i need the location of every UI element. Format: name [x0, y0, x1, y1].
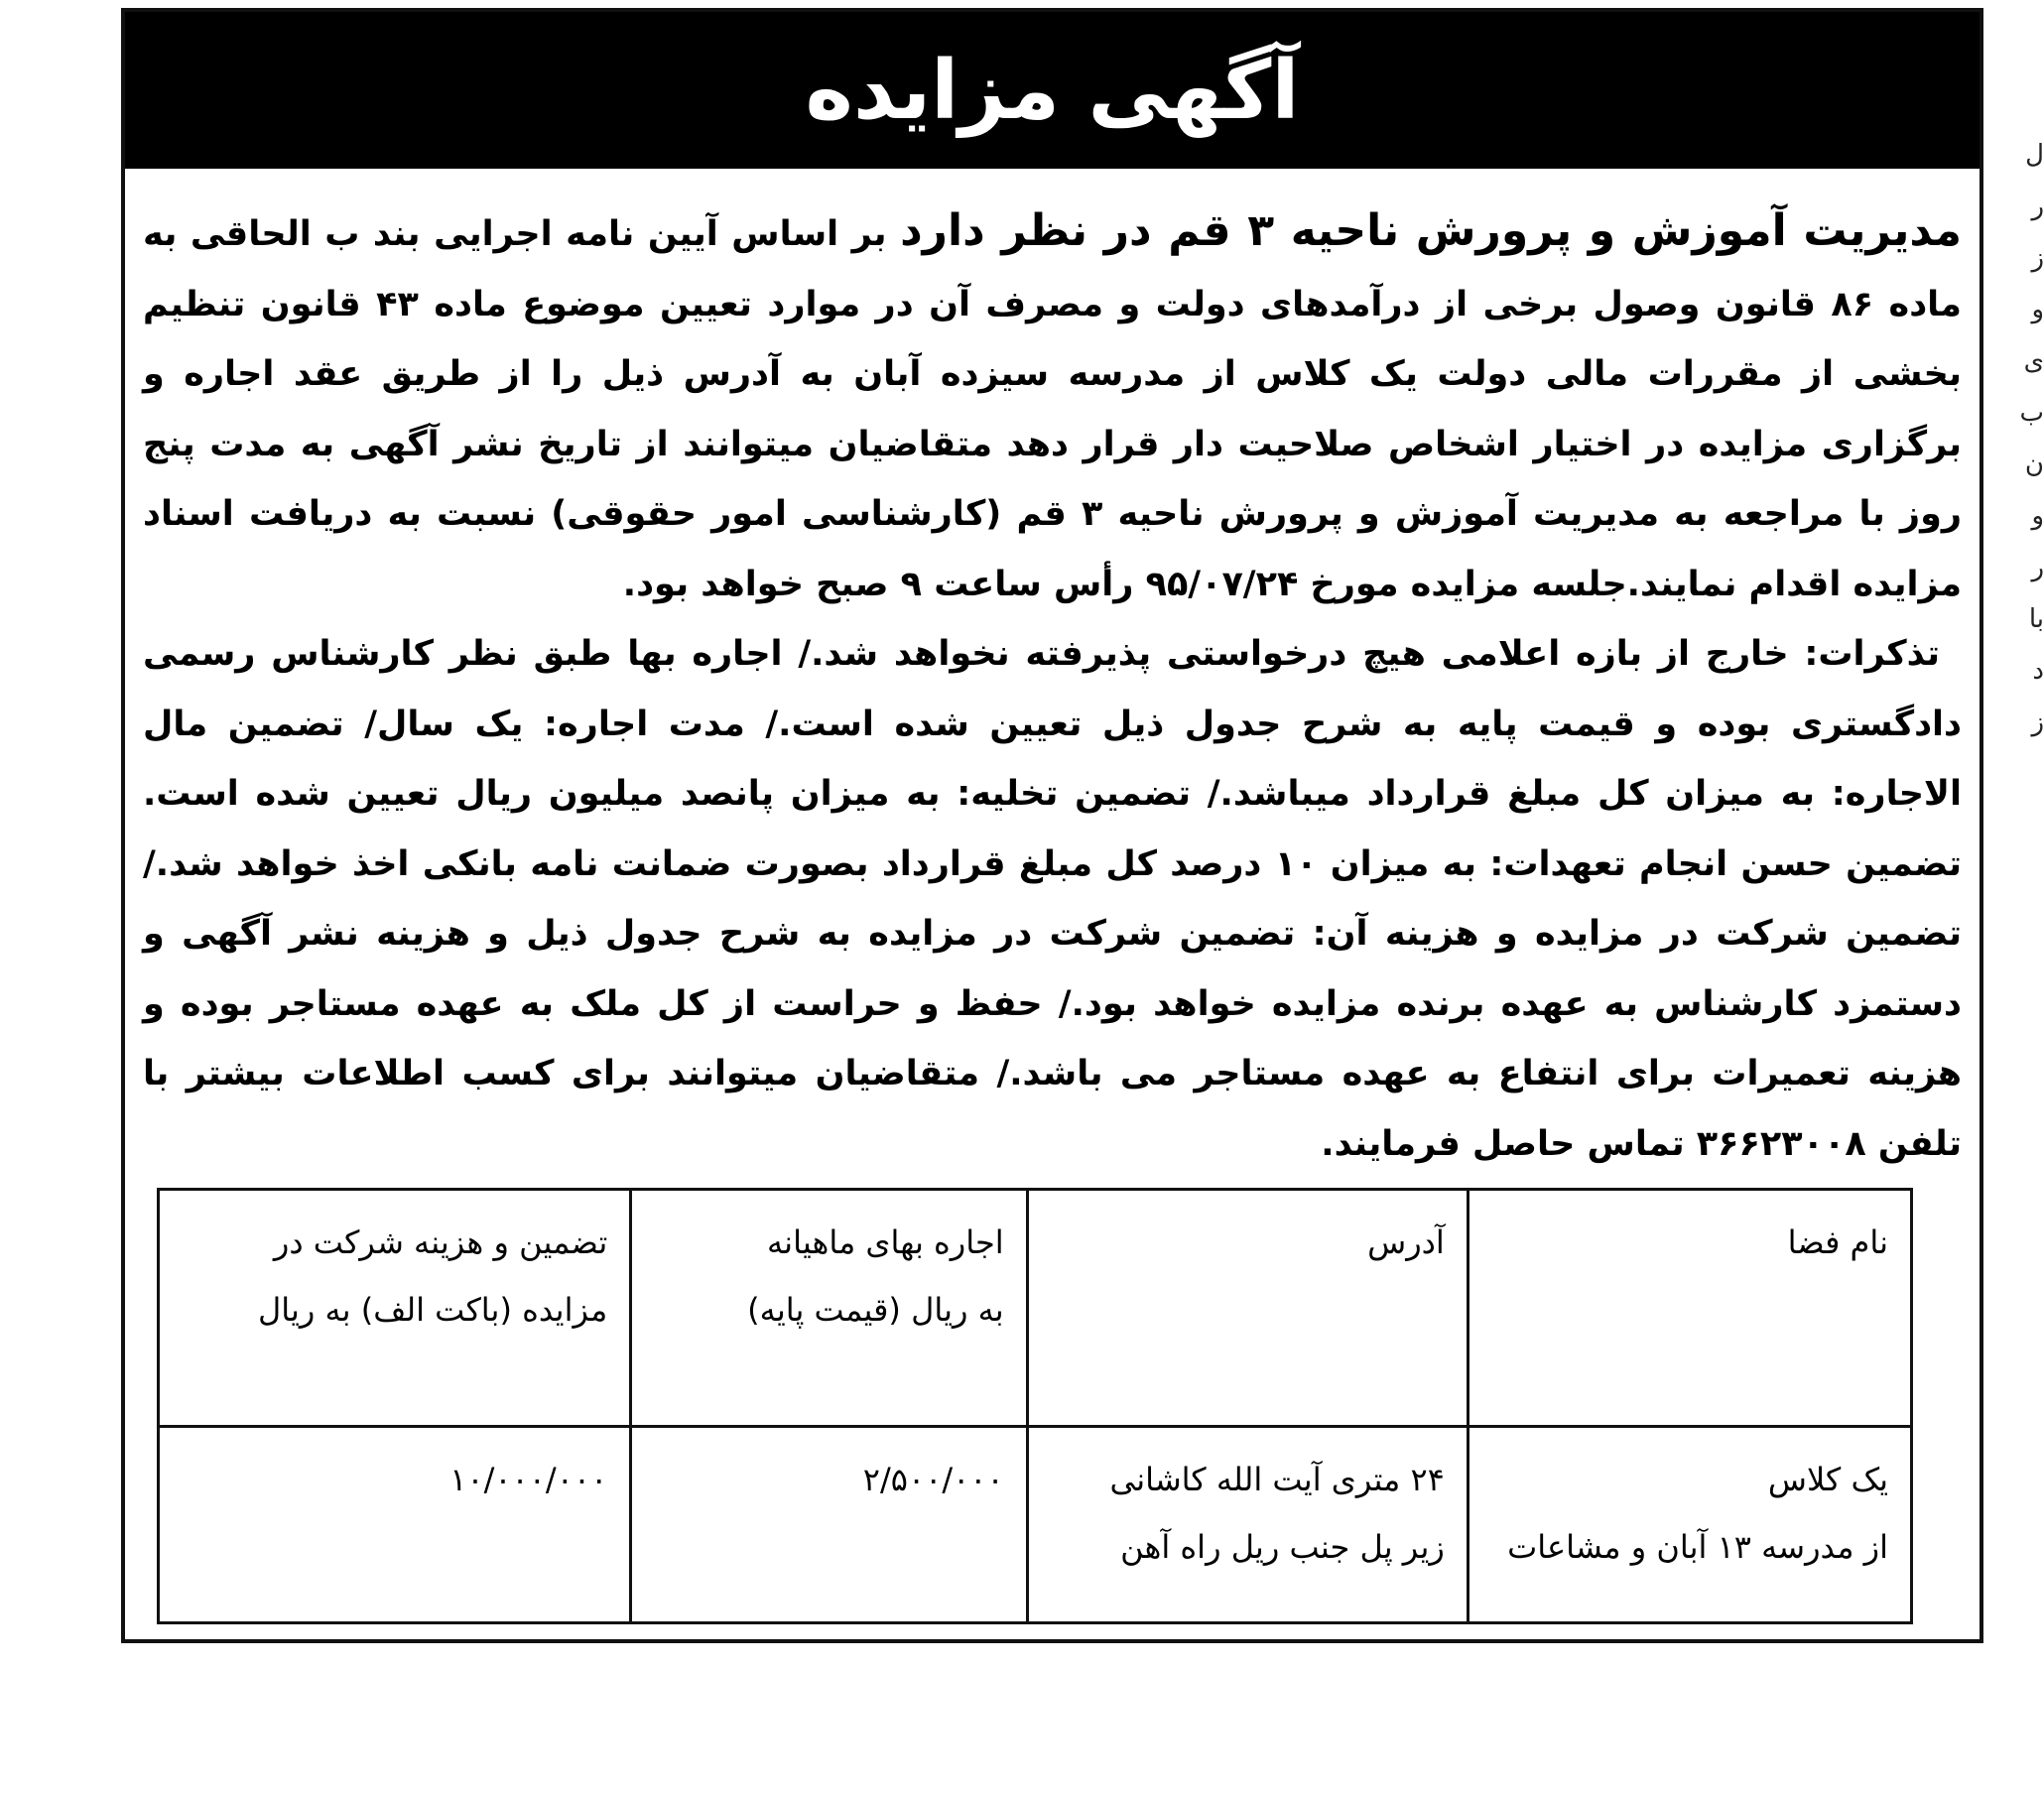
- title-banner: [125, 12, 1980, 169]
- lease-table: [157, 1188, 1913, 1624]
- cell-address: ۲۴ متری آیت الله کاشانی زیر پل جنب ریل راه آهن: [1027, 1427, 1468, 1623]
- notice-title: آگهی مزایده: [805, 43, 1300, 138]
- header-deposit: تضمین و هزینه شرکت در مزایده (باکت الف) به ریال: [159, 1190, 631, 1427]
- auction-notice: [121, 8, 1983, 1643]
- cell-monthly-rent: ۲/۵۰۰/۰۰۰: [631, 1427, 1027, 1623]
- cell-deposit: ۱۰/۰۰۰/۰۰۰: [159, 1427, 631, 1623]
- table-header-row: [159, 1190, 1912, 1427]
- paragraph-intro: [143, 196, 1962, 619]
- adjacent-column-fragment: ل ر ز و ی ب ن و ر با د ز: [2019, 140, 2044, 737]
- header-monthly-rent: اجاره بهای ماهیانه به ریال (قیمت پایه): [631, 1190, 1027, 1427]
- header-address: آدرس: [1027, 1190, 1468, 1427]
- paragraph-notes: تذکرات: خارج از بازه اعلامی هیچ درخواستی پذیرفته نخواهد شد./ اجاره بها طبق نظر کارشناس رسمی دادگستری بوده و قیمت پایه به شرح جدول ذیل تعیین شده است./ مدت اجاره: یک سال/ تضمین مال الاجاره: به میزان کل مبلغ قرارداد میباشد./ تضمین تخلیه: به میزان پانصد میلیون ریال تعیین شده است. تضمین حسن انجام تعهدات: به میزان ۱۰ درصد کل مبلغ قرارداد بصورت ضمانت نامه بانکی اخذ خواهد شد./ تضمین شرکت در مزایده و هزینه آن: تضمین شرکت در مزایده به شرح جدول ذیل و هزینه نشر آگهی و دستمزد کارشناس به عهده برنده مزایده خواهد بود./ حفظ و حراست از کل ملک به عهده مستاجر بوده و هزینه تعمیرات برای انتفاع به عهده مستاجر می باشد./ متقاضیان میتوانند برای کسب اطلاعات بیشتر با تلفن ۳۶۶۲۳۰۰۸ تماس حاصل فرمایند.: [143, 634, 1962, 1164]
- notice-body: [125, 169, 1980, 1179]
- cell-space-name: یک کلاس از مدرسه ۱۳ آبان و مشاعات: [1468, 1427, 1911, 1623]
- table-row: [159, 1427, 1912, 1623]
- header-space-name: نام فضا: [1468, 1190, 1911, 1427]
- lead-statement: مدیریت آموزش و پرورش ناحیه ۳ قم در نظر دارد: [900, 205, 1962, 256]
- intro-text: بر اساس آیین نامه اجرایی بند ب الحاقی به ماده ۸۶ قانون وصول برخی از درآمدهای دولت و مصرف آن در موارد تعیین موضوع ماده ۴۳ قانون تنظیم بخشی از مقررات مالی دولت یک کلاس از مدرسه سیزده آبان به آدرس ذیل را از طریق عقد اجاره و برگزاری مزایده در اختیار اشخاص صلاحیت دار قرار دهد متقاضیان میتوانند از تاریخ نشر آگهی به مدت پنج روز با مراجعه به مدیریت آموزش و پرورش ناحیه ۳ قم (کارشناسی امور حقوقی) نسبت به دریافت اسناد مزایده اقدام نمایند.جلسه مزایده مورخ ۹۵/۰۷/۲۴ رأس ساعت ۹ صبح خواهد بود.: [143, 214, 1962, 604]
